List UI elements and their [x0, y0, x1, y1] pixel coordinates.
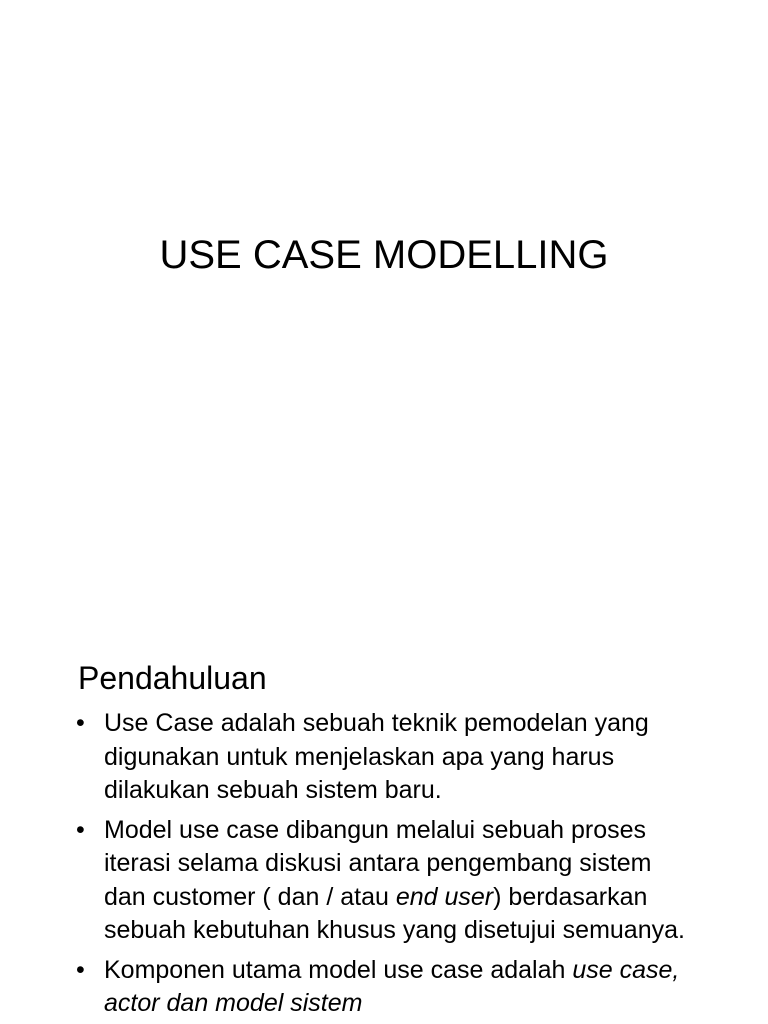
slide-title: USE CASE MODELLING [159, 233, 609, 277]
bullet-text: Use Case adalah sebuah teknik pemodelan yang digunakan untuk menjelaskan apa yang harus dilakukan sebuah sistem baru. [104, 709, 649, 804]
bullet-list [76, 707, 696, 1024]
bullet-item [76, 814, 696, 948]
bullet-icon: • [76, 955, 85, 984]
bullet-icon: • [76, 815, 85, 844]
bullet-text: Komponen utama model use case adalah [104, 955, 573, 984]
bullet-item [76, 707, 696, 808]
bullet-text-italic: end user [395, 882, 494, 911]
bullet-icon: • [76, 709, 85, 737]
bullet-item [76, 954, 696, 1021]
section-heading: Pendahuluan [78, 660, 267, 696]
bullet-text-italic: use case, actor dan model sistem [104, 955, 680, 1017]
bullet-text: ) berdasarkan sebuah kebutuhan khusus yang disetujui semuanya. [104, 882, 685, 944]
bullet-text: Model use case dibangun melalui sebuah proses iterasi selama diskusi antara pengembang sistem dan customer ( dan / atau [104, 815, 652, 911]
